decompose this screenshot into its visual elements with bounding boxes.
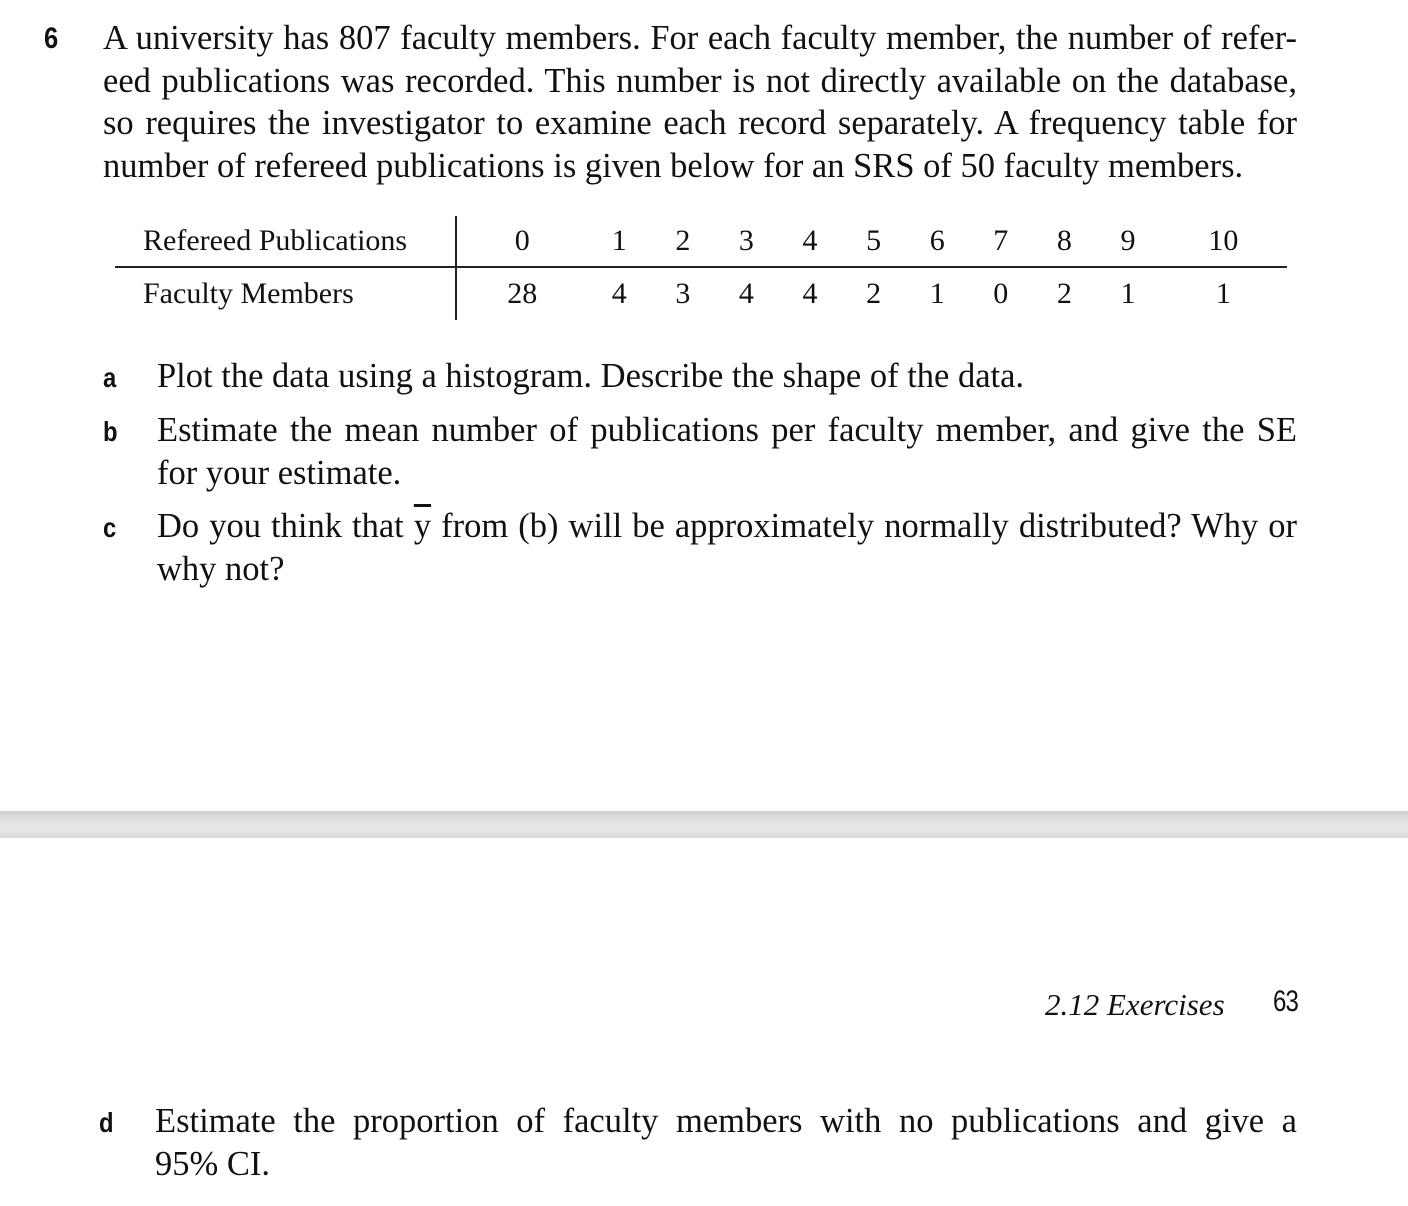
part-c-label: c — [103, 512, 117, 543]
part-d-label: d — [99, 1107, 114, 1138]
part-c-post: from (b) will be approximately normally distributed? Why or — [431, 507, 1297, 545]
problem-number: 6 — [44, 22, 59, 55]
faculty-cell: 4 — [738, 277, 754, 310]
publications-row — [115, 216, 1287, 267]
part-a-label: a — [103, 362, 117, 393]
publications-cell: 7 — [969, 216, 1033, 267]
row-label-publications: Refereed Publications — [115, 216, 456, 267]
statement-line: A university has 807 faculty members. For each faculty member, the number of refer- — [103, 19, 1297, 57]
part-a-text — [157, 355, 1297, 398]
part-d-line: 95% CI. — [155, 1144, 270, 1183]
faculty-cell: 28 — [507, 277, 538, 310]
section-title: 2.12 Exercises — [1045, 987, 1225, 1022]
statement-line: eed publications was recorded. This number is not directly available on the database, — [103, 61, 1297, 100]
y-bar-symbol: $\overline{y}$ — [413, 507, 432, 545]
part-b-label: b — [103, 416, 118, 447]
frequency-table — [115, 216, 1287, 320]
faculty-cell: 0 — [993, 277, 1009, 310]
faculty-row — [115, 267, 1287, 320]
part-c-line: why not? — [157, 549, 285, 588]
problem-statement — [103, 17, 1297, 187]
page-number: 63 — [1273, 985, 1299, 1018]
part-b-text — [157, 409, 1297, 494]
faculty-cell: 1 — [929, 277, 945, 310]
publications-cell: 9 — [1096, 216, 1160, 267]
publications-cell: 4 — [778, 216, 842, 267]
part-c-pre: Do you think that — [157, 507, 414, 545]
publications-cell: 2 — [651, 216, 715, 267]
part-c-line — [157, 505, 1297, 548]
publications-cell: 10 — [1160, 216, 1287, 267]
publications-cell: 3 — [715, 216, 779, 267]
publications-cell: 0 — [456, 216, 587, 267]
part-d-text — [155, 1100, 1297, 1185]
publications-cell: 1 — [587, 216, 651, 267]
publications-cell: 5 — [842, 216, 906, 267]
statement-line: number of refereed publications is given below for an SRS of 50 faculty members. — [103, 146, 1244, 185]
publications-cell: 8 — [1033, 216, 1097, 267]
page-divider — [0, 811, 1408, 838]
publications-cell: 6 — [905, 216, 969, 267]
faculty-cell: 2 — [866, 277, 882, 310]
faculty-cell: 1 — [1120, 277, 1136, 310]
row-label-faculty: Faculty Members — [115, 267, 456, 320]
faculty-cell: 4 — [611, 277, 627, 310]
part-d-line: Estimate the proportion of faculty members with no publications and give a — [155, 1102, 1297, 1140]
part-b-line: for your estimate. — [157, 453, 402, 492]
part-b-line: Estimate the mean number of publications per faculty member, and give the SE — [157, 411, 1297, 449]
part-a-line: Plot the data using a histogram. Describe the shape of the data. — [157, 357, 1025, 395]
faculty-cell: 3 — [675, 277, 691, 310]
faculty-cell: 2 — [1056, 277, 1072, 310]
faculty-cell: 1 — [1215, 277, 1231, 310]
statement-line: so requires the investigator to examine each record separately. A frequency table for — [103, 104, 1297, 142]
faculty-cell: 4 — [802, 277, 818, 310]
part-c-text — [157, 505, 1297, 590]
